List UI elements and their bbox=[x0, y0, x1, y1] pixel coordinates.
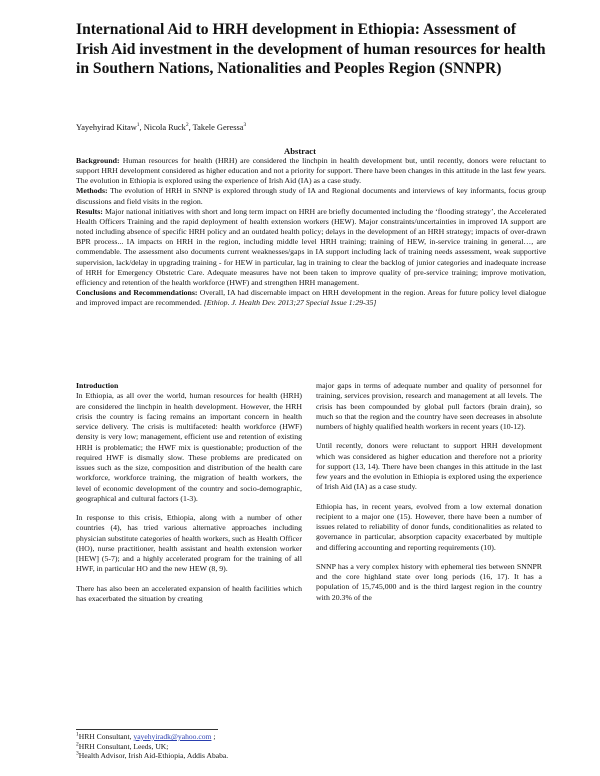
footnote bbox=[76, 751, 546, 761]
footnote-mark: 2 bbox=[76, 741, 79, 748]
footnote-mark: 1 bbox=[76, 731, 79, 738]
methods-text: The evolution of HRH in SNNP is explored through study of IA and Regional documents and interviews of key informants, focus group discussions and field visits in the region. bbox=[76, 186, 546, 206]
paper-title: International Aid to HRH development in Ethiopia: Assessment of Irish Aid investment in the development of human resources for health in Southern Nations, Nationalities and Peoples Region (SNNPR) bbox=[76, 21, 546, 77]
footnote-text: HRH Consultant, bbox=[78, 732, 134, 741]
conclusions-label: Conclusions and Recommendations: bbox=[76, 288, 198, 298]
author-affiliation-mark: 3 bbox=[243, 122, 247, 129]
methods-label: Methods: bbox=[76, 186, 108, 196]
body-paragraph: major gaps in terms of adequate number and quality of personnel for training, services provision, research and management at all levels. The crisis has been compounded by global pull factors (brain drain), so much so that the region and the country have seen decreases in absolute numbers of highly qualified health workers in recent years (10-12). bbox=[316, 381, 542, 431]
footnotes bbox=[76, 732, 546, 761]
abstract-results bbox=[76, 207, 546, 288]
abstract-background bbox=[76, 156, 546, 186]
background-label: Background: bbox=[76, 156, 120, 165]
author-affiliation-mark: 1 bbox=[136, 122, 140, 129]
results-text: Major national initiatives with short and long term impact on HRH are briefly documented including the ‘flooding strategy’, the Accelerated Health Officers Training and the rapid deployment of health extension workers (HEW). Major constraints/uncertainties in improved IA support are noted including absence of specific HRH policy and an outdated health policy; delays in the development of an HRH strategy; impacts of over-drawn BPR process... IA impacts on HRH in the region, including middle level HRH training; training of HEW, in-service training in general…, are commendable. The assessment also documents current weaknesses/gaps in IA support including lack of training needs assessment, weak supportive supervision, lack/delay in upgrading training - for HEW in particular, lag in training to clear the backlog of junior categories and inadequate increase of HRH for Emergency Obstetric Care. Adequate measures have not been taken to improve quality of pre-service training; improve motivation, efficiency and retention of the health workforce (HWF) and strengthen HRH management. bbox=[76, 206, 546, 287]
author-list: Yayehyirad Kitaw$^1$, Nicola Ruck$^2$, Takele Geressa$^3$ bbox=[76, 122, 247, 132]
footnote-suffix: ; bbox=[211, 732, 216, 741]
author-affiliation-mark: 2 bbox=[185, 122, 189, 129]
author-name: Takele Geressa bbox=[192, 123, 244, 132]
footnote-text: Health Advisor, Irish Aid-Ethiopia, Addis Ababa. bbox=[78, 751, 229, 761]
abstract-conclusions bbox=[76, 288, 546, 308]
body-paragraph: Ethiopia has, in recent years, evolved from a low external donation recipient to a major one (15). However, there have been a number of issues related to reliability of donor funds, conditionalities as related to governance in particular, absorption capacity exacerbated by multiple and differing accounting and reporting requirements (10). bbox=[316, 501, 542, 552]
journal-citation: [Ethiop. J. Health Dev. 2013;27 Special Issue 1:29-35] bbox=[203, 298, 377, 308]
footnote-mark: 3 bbox=[76, 750, 79, 757]
introduction-heading: Introduction bbox=[76, 381, 119, 390]
footnote bbox=[76, 742, 546, 752]
abstract-body bbox=[76, 156, 546, 308]
author-name: Nicola Ruck bbox=[143, 123, 186, 132]
body-paragraph: In Ethiopia, as all over the world, human resources for health (HRH) are considered the linchpin in health development. However, the HRH crisis the country is facing remains an important concern in health service delivery. The crisis is multifaceted: health workforce (HWF) density is very low; management, efficient use and retention of existing HRH is problematic; the HWF mix is questionable; production of the required HWF is dismally slow. These problems are predicated on issues such as the size, composition and distribution of the health care workforce, workforce training, the migration of health workers, the level of economic development of the country and socio-demographic, geographical and cultural factors (1-3). bbox=[76, 391, 302, 503]
body-paragraph: SNNP has a very complex history with ephemeral ties between SNNPR and the core highland state over long periods (16, 17). It has a population of 15,745,000 and is the third largest region in the country with 20.3% of the bbox=[316, 561, 542, 602]
conclusions-text: Overall, IA had discernable impact on HRH development in the region. Areas for future policy level dialogue and improved impact are recommended. bbox=[76, 288, 546, 308]
body-paragraph: In response to this crisis, Ethiopia, along with a number of other countries (4), has tried various alternative approaches including physician substitute categories of health workers, such as Health Officer (HO), nurse practitioner, health assistant and health extension worker [HEW] (5-7); and a highly accelerated program for the training of all HWF, in particular HO and the new HEW (8, 9). bbox=[76, 513, 302, 574]
body-paragraph: There has also been an accelerated expansion of health facilities which has exacerbated the situation by creating bbox=[76, 583, 302, 603]
author-name: Yayehyirad Kitaw bbox=[76, 123, 137, 132]
abstract-methods bbox=[76, 186, 546, 206]
left-column bbox=[76, 381, 302, 613]
results-label: Results: bbox=[76, 206, 103, 216]
email-link[interactable]: yayehyiradk@yahoo.com bbox=[133, 732, 212, 741]
footnote bbox=[76, 732, 546, 742]
background-text: Human resources for health (HRH) are considered the linchpin in health development but, until recently, donors were reluctant to support HRH development considered as higher education and not a priority for support. There have been changes in this attitude in the last few years. The evolution in Ethiopia is explored using the experience of Irish Aid (IA) as a case study. bbox=[76, 156, 547, 186]
abstract-heading: Abstract bbox=[284, 146, 316, 156]
footnote-divider bbox=[76, 729, 218, 730]
footnote-text: HRH Consultant, Leeds, UK; bbox=[78, 741, 169, 751]
right-column bbox=[316, 381, 542, 612]
body-paragraph: Until recently, donors were reluctant to support HRH development which was considered as higher education and therefore not a priority for support (13, 14). There have been changes in this attitude in the last few years and the evolution in Ethiopia is explored using the experience of Irish Aid (IA) as a case study. bbox=[316, 441, 542, 492]
